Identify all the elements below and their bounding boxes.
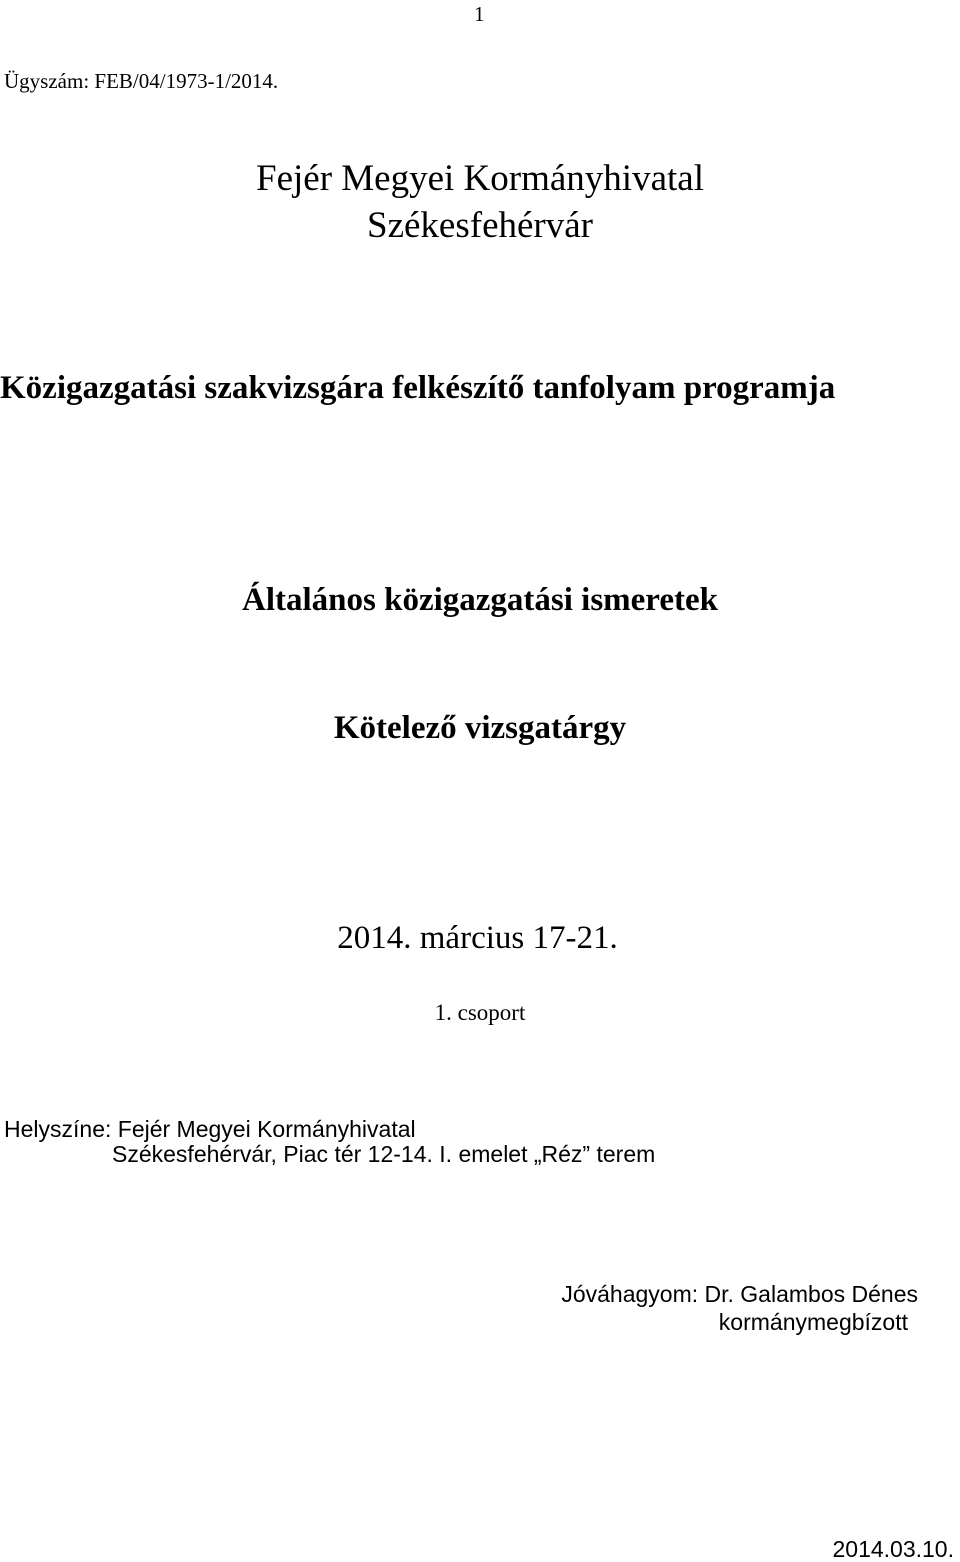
group-label: 1. csoport <box>434 1000 526 1025</box>
document-title: Közigazgatási szakvizsgára felkészítő tanfolyam programja <box>0 370 836 406</box>
page-number: 1 <box>474 2 485 26</box>
approval-signatory: Jóváhagyom: Dr. Galambos Dénes <box>561 1281 918 1307</box>
document-date: 2014.03.10. <box>832 1536 954 1562</box>
approval-role: kormánymegbízott <box>718 1309 908 1335</box>
office-name: Fejér Megyei Kormányhivatal <box>256 158 704 199</box>
subject-type: Kötelező vizsgatárgy <box>333 710 627 746</box>
subject-title: Általános közigazgatási ismeretek <box>241 582 718 618</box>
office-city: Székesfehérvár <box>367 205 593 246</box>
venue-line-1: Helyszíne: Fejér Megyei Kormányhivatal <box>4 1116 416 1142</box>
case-number: Ügyszám: FEB/04/1973-1/2014. <box>4 69 279 93</box>
venue-line-2: Székesfehérvár, Piac tér 12-14. I. emelet „Réz” terem <box>112 1141 656 1167</box>
course-date: 2014. március 17-21. <box>337 920 618 956</box>
